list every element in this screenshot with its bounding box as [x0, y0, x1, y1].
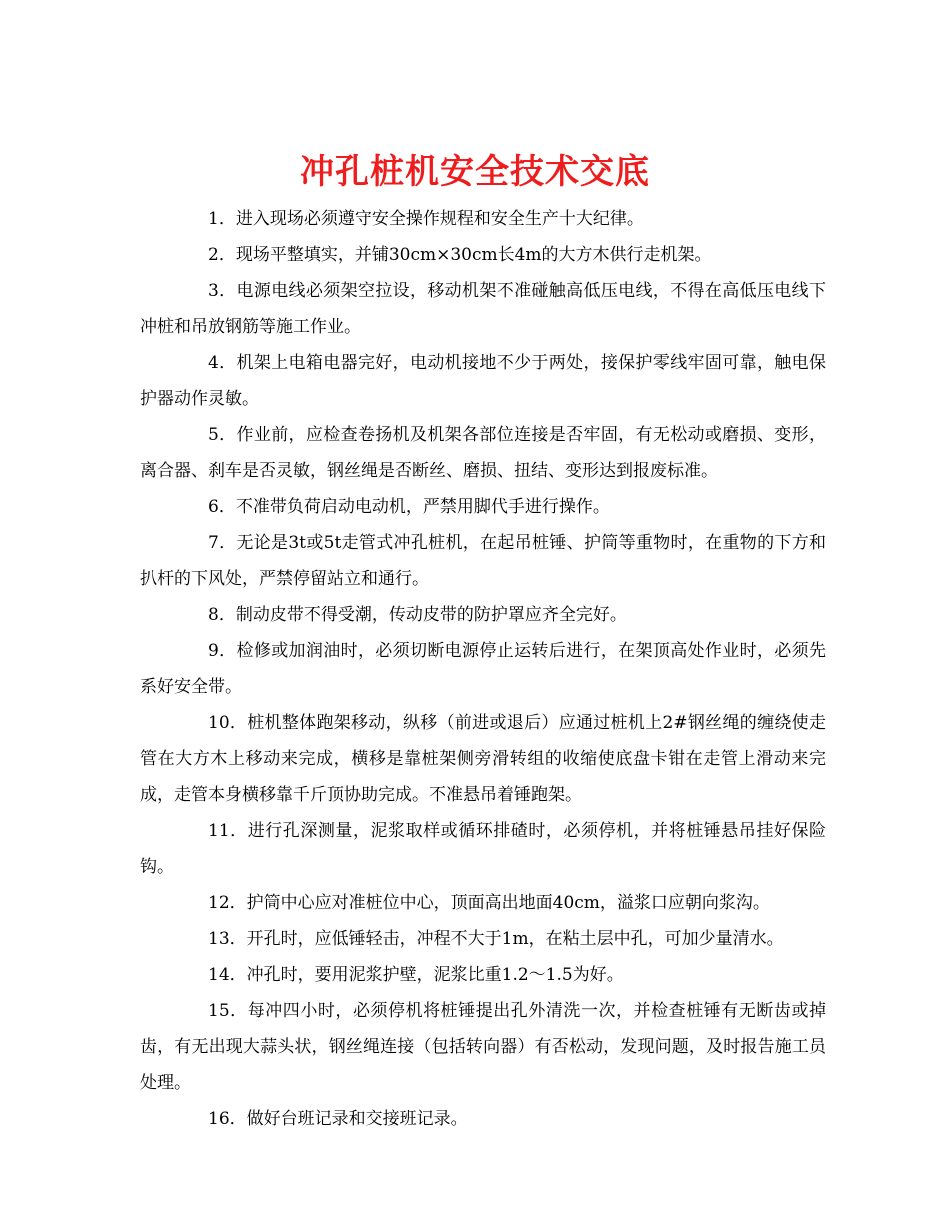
list-item-2: 2．现场平整填实，并铺30cm×30cm长4m的大方木供行走机架。 — [208, 245, 712, 265]
list-item-16: 16．做好台班记录和交接班记录。 — [208, 1109, 468, 1129]
list-item-14: 14．冲孔时，要用泥浆护壁，泥浆比重1.2～1.5为好。 — [208, 965, 624, 985]
list-item-11: 11．进行孔深测量，泥浆取样或循环排碴时，必须停机，并将桩锤悬吊挂好保险钩。 — [140, 821, 826, 877]
list-item-12: 12．护筒中心应对准桩位中心，顶面高出地面40cm，溢浆口应朝向浆沟。 — [208, 893, 770, 913]
document-body — [140, 201, 826, 1137]
list-item-15: 15．每冲四小时，必须停机将桩锤提出孔外清洗一次，并检查桩锤有无断齿或掉齿，有无出现大蒜头状，钢丝绳连接（包括转向器）有否松动，发现问题，及时报告施工员处理。 — [140, 1001, 826, 1093]
list-item-1: 1．进入现场必须遵守安全操作规程和安全生产十大纪律。 — [208, 209, 644, 229]
list-item-8: 8．制动皮带不得受潮，传动皮带的防护罩应齐全完好。 — [208, 605, 627, 625]
list-item-4: 4．机架上电箱电器完好，电动机接地不少于两处，接保护零线牢固可靠，触电保护器动作灵敏。 — [140, 353, 826, 409]
list-item-10: 10．桩机整体跑架移动，纵移（前进或退后）应通过桩机上2#钢丝绳的缠绕使走管在大方木上移动来完成，横移是靠桩架侧旁滑转组的收缩使底盘卡钳在走管上滑动来完成，走管本身横移靠千斤顶协助完成。不准悬吊着锤跑架。 — [140, 713, 826, 805]
list-item-6: 6．不准带负荷启动电动机，严禁用脚代手进行操作。 — [208, 497, 610, 517]
list-item-7: 7．无论是3t或5t走管式冲孔桩机，在起吊桩锤、护筒等重物时，在重物的下方和扒杆的下风处，严禁停留站立和通行。 — [140, 533, 826, 589]
document-title: 冲孔桩机安全技术交底 — [300, 151, 650, 192]
list-item-13: 13．开孔时，应低锤轻击，冲程不大于1m，在粘土层中孔，可加少量清水。 — [208, 929, 784, 949]
list-item-3: 3．电源电线必须架空拉设，移动机架不准碰触高低压电线，不得在高低压电线下冲桩和吊放钢筋等施工作业。 — [140, 281, 826, 337]
list-item-9: 9．检修或加润油时，必须切断电源停止运转后进行，在架顶高处作业时，必须先系好安全带。 — [140, 641, 826, 697]
list-item-5: 5．作业前，应检查卷扬机及机架各部位连接是否牢固，有无松动或磨损、变形，离合器、刹车是否灵敏，钢丝绳是否断丝、磨损、扭结、变形达到报废标准。 — [140, 425, 826, 481]
